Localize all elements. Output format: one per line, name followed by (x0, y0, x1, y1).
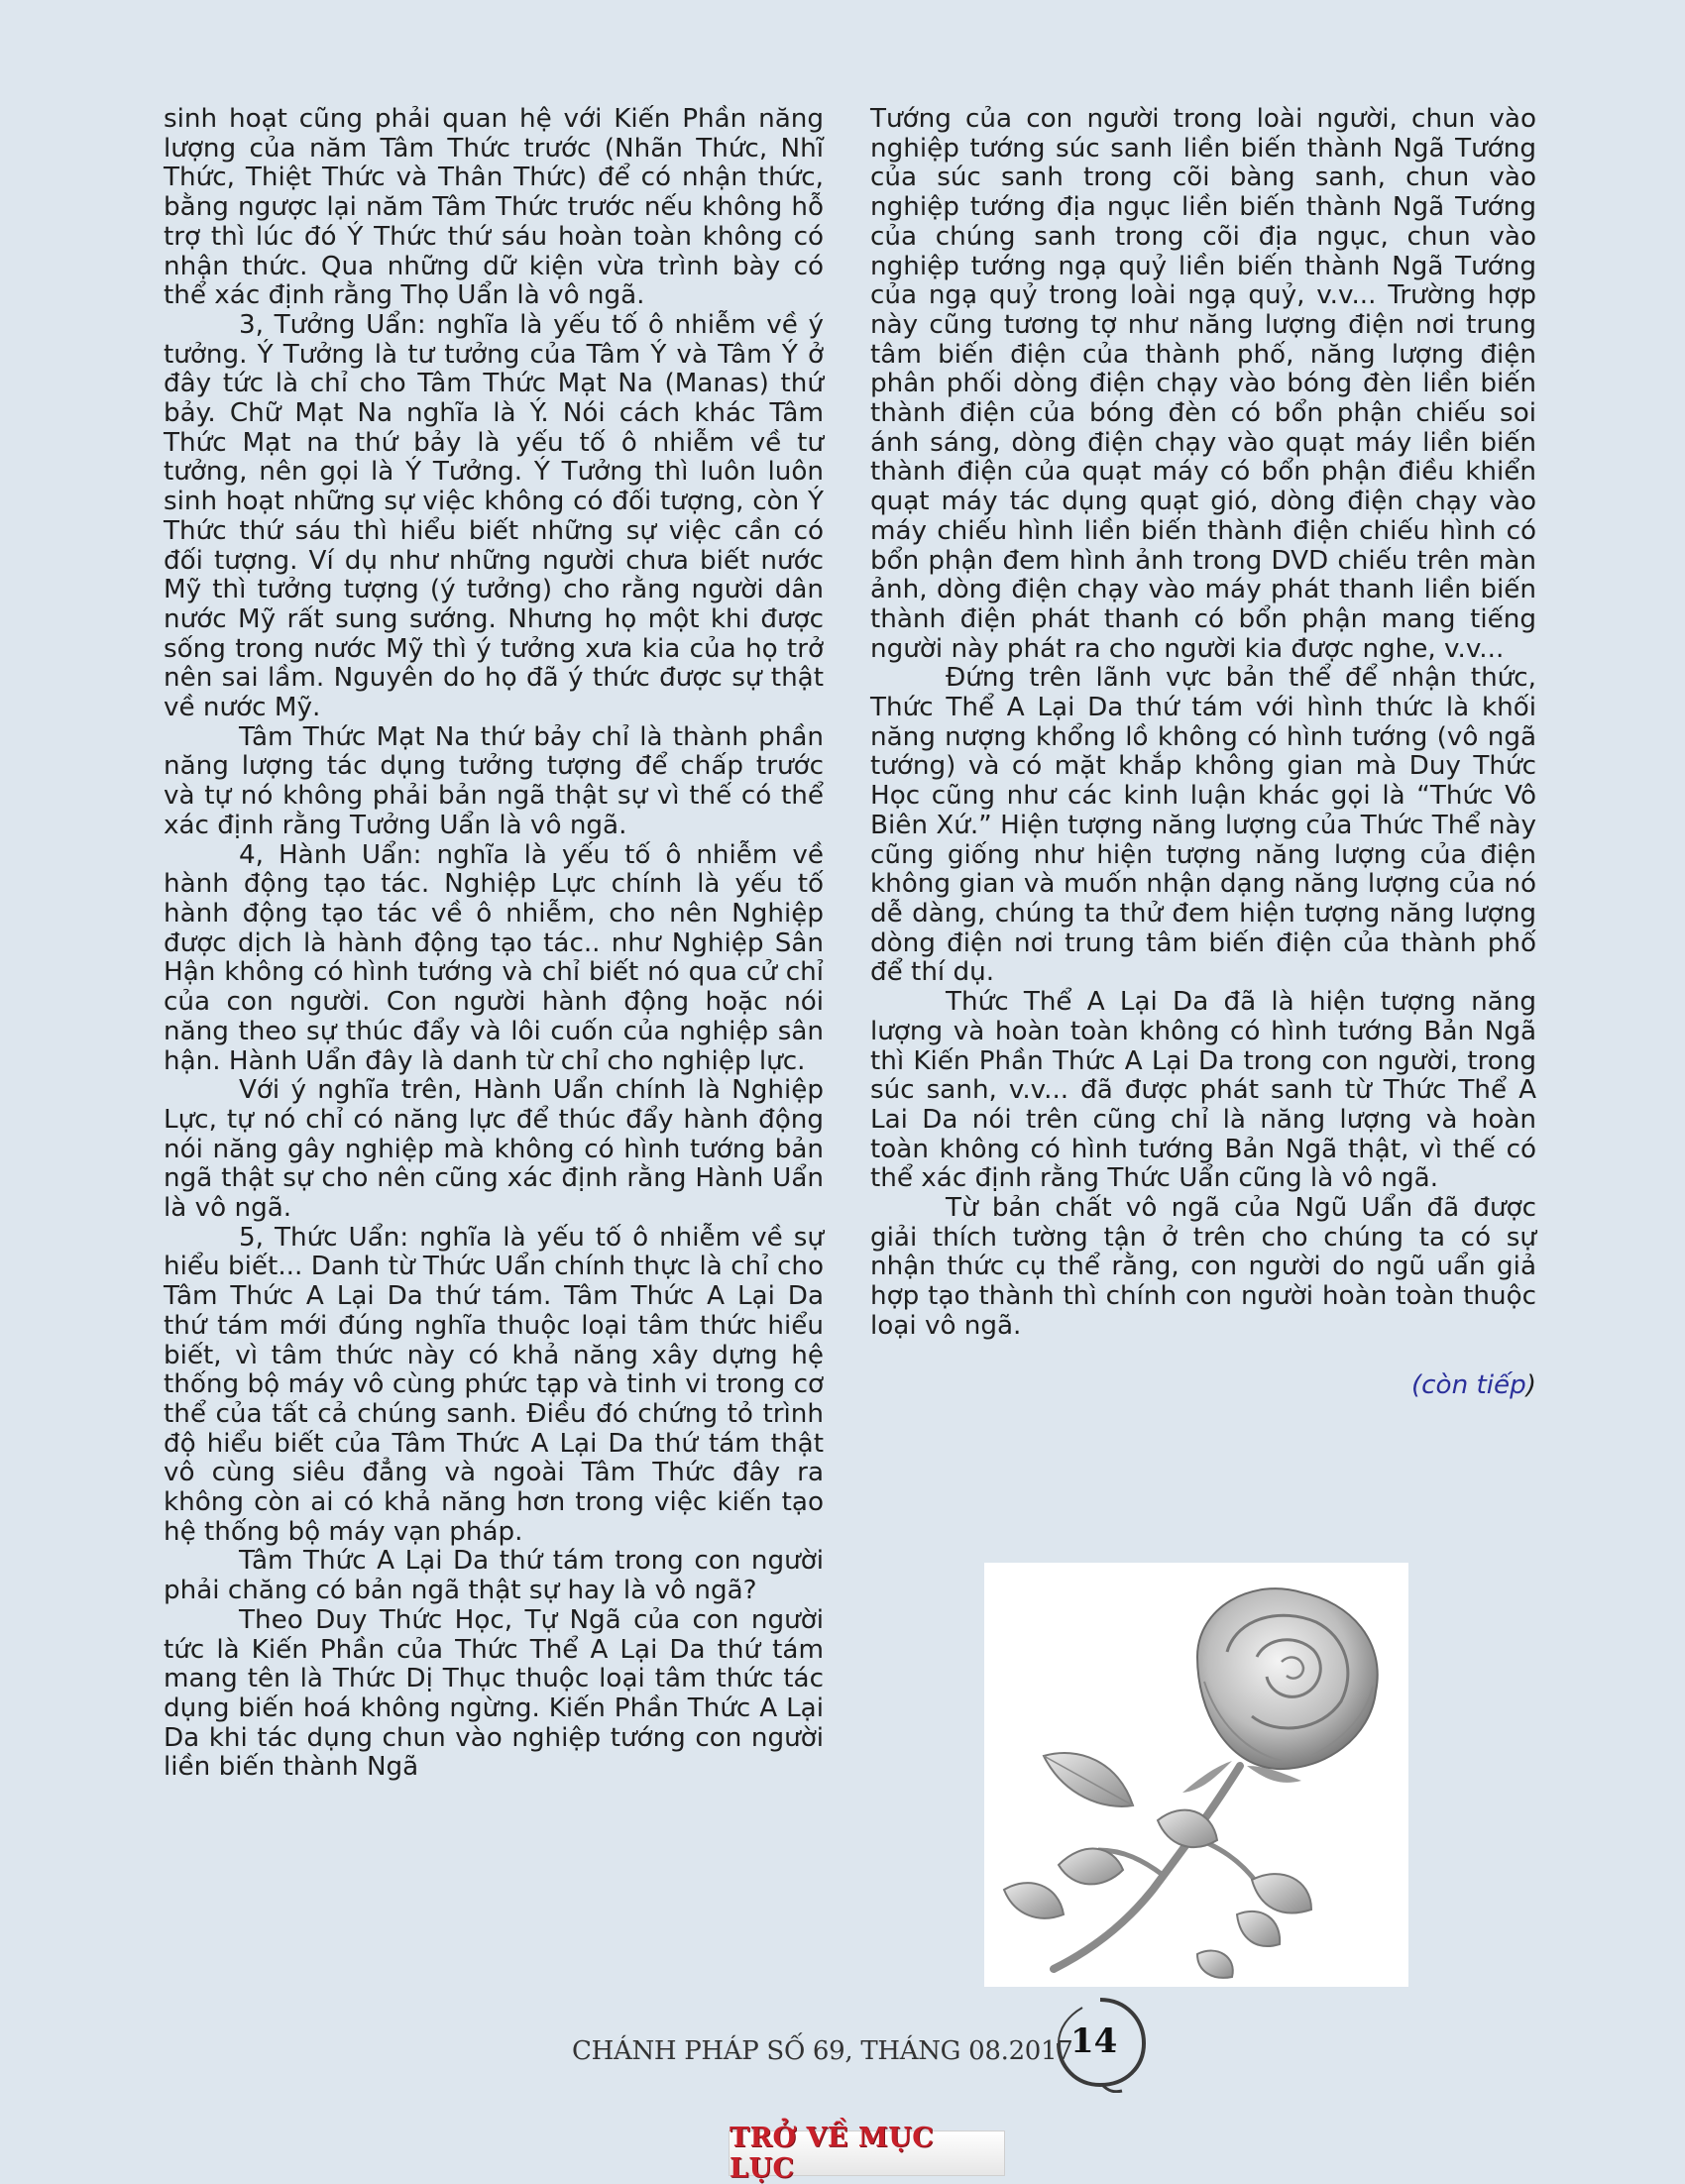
paragraph: Tâm Thức A Lại Da thứ tám trong con người phải chăng có bản ngã thật sự hay là vô ngã? (164, 1546, 824, 1606)
back-to-contents-label: TRỞ VỀ MỤC LỤC (730, 2123, 935, 2184)
continued-paren-close: ) (1525, 1369, 1536, 1400)
continued-paren-open: ( (1410, 1369, 1422, 1400)
paragraph: Tướng của con người trong loài người, chun vào nghiệp tướng súc sanh liền biến thành Ngã Tướng của súc sanh trong cõi bàng sanh, chun vào nghiệp tướng địa ngục liền biến thành Ngã Tướng của chúng sanh trong cõi địa ngục, chun vào nghiệp tướng ngạ quỷ liền biến thành Ngã Tướng của ngạ quỷ trong loài ngạ quỷ, v.v... Trường hợp này cũng tương tợ như năng lượng điện nơi trung tâm biến điện của thành phố, năng lượng điện phân phối dòng điện chạy vào bóng đèn liền biến thành điện của bóng đèn có bổn phận chiếu soi ánh sáng, dòng điện chạy vào quạt máy liền biến thành điện của quạt máy có bổn phận điều khiển quạt máy tác dụng quạt gió, dòng điện chạy vào máy chiếu hình liền biến thành điện chiếu hình có bổn phận đem hình ảnh trong DVD chiếu trên màn ảnh, dòng điện chạy vào máy phát thanh liền biến thành điện phát thanh có bổn phận mang tiếng người này phát ra cho người kia được nghe, v.v... (870, 104, 1536, 664)
right-column (870, 105, 1536, 1400)
publication-footer: CHÁNH PHÁP SỐ 69, THÁNG 08.2017 (572, 2036, 1073, 2066)
paragraph: 3, Tưởng Uẩn: nghĩa là yếu tố ô nhiễm về ý tưởng. Ý Tưởng là tư tưởng của Tâm Ý và Tâm Ý ở đây tức là chỉ cho Tâm Thức Mạt Na (Manas) thứ bảy. Chữ Mạt Na nghĩa là Ý. Nói cách khác Tâm Thức Mạt na thứ bảy là yếu tố ô nhiễm về tư tưởng, nên gọi là Ý Tưởng. Ý Tưởng thì luôn luôn sinh hoạt những sự việc không có đối tượng, còn Ý Thức thứ sáu thì hiểu biết những sự việc cần có đối tượng. Ví dụ như những người chưa biết nước Mỹ thì tưởng tượng (ý tưởng) cho rằng người dân nước Mỹ rất sung sướng. Nhưng họ một khi được sống trong nước Mỹ thì ý tưởng xưa kia của họ trở nên sai lầm. Nguyên do họ đã ý thức được sự thật về nước Mỹ. (164, 309, 824, 723)
paragraph: Đứng trên lãnh vực bản thể để nhận thức, Thức Thể A Lại Da thứ tám với hình thức là khối năng nượng khổng lồ không có hình tướng (vô ngã tướng) và có mặt khắp không gian mà Duy Thức Học cũng như các kinh luận khác gọi là “Thức Vô Biên Xứ.” Hiện tượng năng lượng của Thức Thể này cũng giống như hiện tượng năng lượng của điện không gian và muốn nhận dạng năng lượng của nó dễ dàng, chúng ta thử đem hiện tượng năng lượng dòng điện nơi trung tâm biến điện của thành phố để thí dụ. (870, 663, 1536, 988)
continued-text: còn tiếp (1421, 1369, 1526, 1400)
paragraph: Theo Duy Thức Học, Tự Ngã của con người tức là Kiến Phần của Thức Thể A Lại Da thứ tám mang tên là Thức Dị Thục thuộc loại tâm thức tác dụng biến hoá không ngừng. Kiến Phần Thức A Lại Da khi tác dụng chun vào nghiệp tướng con người liền biến thành Ngã (164, 1604, 824, 1783)
paragraph: Từ bản chất vô ngã của Ngũ Uẩn đã được giải thích tường tận ở trên cho chúng ta có sự nhận thức cụ thể rằng, con người do ngũ uẩn giả hợp tạo thành thì chính con người hoàn toàn thuộc loại vô ngã. (870, 1193, 1536, 1341)
left-column (164, 105, 824, 1783)
paragraph: 5, Thức Uẩn: nghĩa là yếu tố ô nhiễm về sự hiểu biết... Danh từ Thức Uẩn chính thực là chỉ cho Tâm Thức A Lại Da thứ tám. Tâm Thức A Lại Da thứ tám mới đúng nghĩa thuộc loại tâm thức hiểu biết, vì tâm thức này có khả năng xây dựng hệ thống bộ máy vô cùng phức tạp và tinh vi trong cơ thể của tất cả chúng sanh. Điều đó chứng tỏ trình độ hiểu biết của Tâm Thức A Lại Da thứ tám thật vô cùng siêu đẳng và ngoài Tâm Thức đây ra không còn ai có khả năng hơn trong việc kiến tạo hệ thống bộ máy vạn pháp. (164, 1222, 824, 1547)
rose-icon (984, 1563, 1408, 1987)
paragraph: Với ý nghĩa trên, Hành Uẩn chính là Nghiệp Lực, tự nó chỉ có năng lực để thúc đẩy hành động nói năng gây nghiệp mà không có hình tướng bản ngã thật sự cho nên cũng xác định rằng Hành Uẩn là vô ngã. (164, 1075, 824, 1224)
paragraph: 4, Hành Uẩn: nghĩa là yếu tố ô nhiễm về hành động tạo tác. Nghiệp Lực chính là yếu tố hành động tạo tác về ô nhiễm, cho nên Nghiệp được dịch là hành động tạo tác.. như Nghiệp Sân Hận không có hình tướng và chỉ biết nó qua cử chỉ của con người. Con người hành động hoặc nói năng theo sự thúc đẩy và lôi cuốn của nghiệp sân hận. Hành Uẩn đây là danh từ chỉ cho nghiệp lực. (164, 839, 824, 1076)
back-to-contents-button[interactable] (729, 2123, 1005, 2184)
rose-illustration (984, 1563, 1408, 1987)
page-number: 14 (1070, 2021, 1118, 2061)
continued-note (870, 1371, 1536, 1401)
paragraph: Thức Thể A Lại Da đã là hiện tượng năng lượng và hoàn toàn không có hình tướng Bản Ngã thì Kiến Phần Thức A Lại Da trong con người, trong súc sanh, v.v... đã được phát sanh từ Thức Thể A Lai Da nói trên cũng chỉ là năng lượng và hoàn toàn không có hình tướng Bản Ngã thật, vì thế có thể xác định rằng Thức Uẩn cũng là vô ngã. (870, 987, 1536, 1194)
paragraph: Tâm Thức Mạt Na thứ bảy chỉ là thành phần năng lượng tác dụng tưởng tượng để chấp trước và tự nó không phải bản ngã thật sự vì thế có thể xác định rằng Tưởng Uẩn là vô ngã. (164, 721, 824, 840)
paragraph: sinh hoạt cũng phải quan hệ với Kiến Phần năng lượng của năm Tâm Thức trước (Nhãn Thức, Nhĩ Thức, Thiệt Thức và Thân Thức) để có nhận thức, bằng ngược lại năm Tâm Thức trước nếu không hỗ trợ thì lúc đó Ý Thức thứ sáu hoàn toàn không có nhận thức. Qua những dữ kiện vừa trình bày có thể xác định rằng Thọ Uẩn là vô ngã. (164, 104, 824, 311)
